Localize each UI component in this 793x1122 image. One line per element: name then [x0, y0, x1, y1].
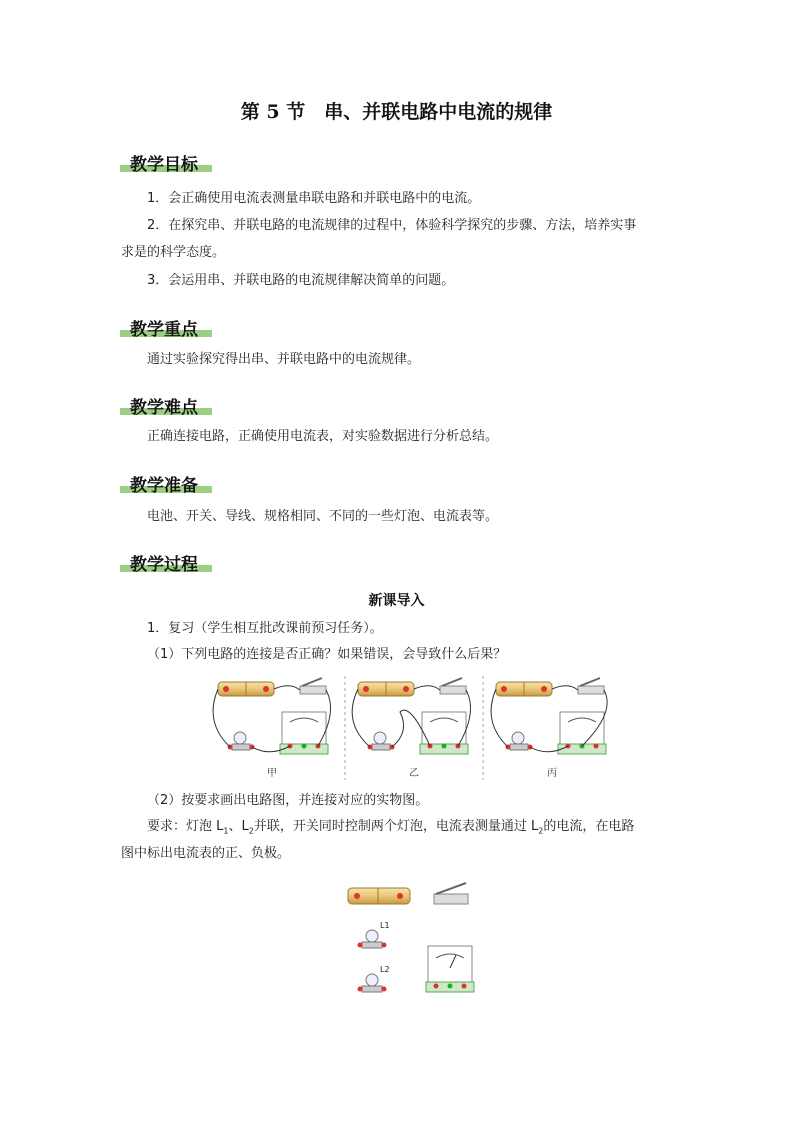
caption-bing: 丙	[547, 768, 557, 779]
objectives-heading: 教学目标	[130, 155, 198, 175]
lamp-l2-label: L2	[380, 965, 390, 974]
question-1: （1）下列电路的连接是否正确？如果错误，会导致什么后果？	[147, 647, 507, 662]
caption-yi: 乙	[409, 768, 419, 779]
key-points-text: 通过实验探究得出串、并联电路中的电流规律。	[147, 352, 421, 367]
caption-jia: 甲	[267, 768, 277, 779]
key-points-heading: 教学重点	[130, 320, 198, 340]
components-figure	[340, 878, 540, 1008]
difficulties-text: 正确连接电路，正确使用电流表，对实验数据进行分析总结。	[147, 429, 499, 444]
ammeter-component	[426, 946, 474, 992]
question-2: （2）按要求画出电路图，并连接对应的实物图。	[147, 793, 429, 808]
objective-item: 2．在探究串、并联电路的电流规律的过程中，体验科学探究的步骤、方法，培养实事	[147, 218, 637, 233]
circuit-yi	[352, 678, 470, 754]
objective-item: 3．会运用串、并联电路的电流规律解决简单的问题。	[147, 273, 455, 288]
circuit-jia	[213, 678, 330, 754]
battery-component	[348, 888, 410, 904]
intro-subheading: 新课导入	[368, 593, 425, 609]
lamp-l1-label: L1	[380, 921, 390, 930]
circuit-figures	[0, 672, 793, 792]
preparation-heading: 教学准备	[130, 476, 198, 496]
lamp-l2	[358, 965, 390, 992]
circuit-bing	[491, 678, 607, 754]
page-title: 第 5 节 串、并联电路中电流的规律	[240, 101, 553, 123]
preparation-text: 电池、开关、导线、规格相同、不同的一些灯泡、电流表等。	[147, 509, 499, 524]
process-heading: 教学过程	[130, 555, 198, 575]
lamp-l1	[358, 921, 390, 948]
objective-item: 1．会正确使用电流表测量串联电路和并联电路中的电流。	[147, 191, 481, 206]
review-text: 1．复习（学生相互批改课前预习任务）。	[147, 621, 383, 636]
difficulties-heading: 教学难点	[130, 398, 198, 418]
requirement-line-2: 图中标出电流表的正、负极。	[121, 846, 291, 861]
requirement-line-1: 要求：灯泡 $L_1$、$L_2$并联，开关同时控制两个灯泡，电流表测量通过 $L_2$的电流，在电路	[147, 819, 635, 836]
switch-component	[434, 883, 468, 904]
objective-item: 求是的科学态度。	[121, 245, 226, 260]
